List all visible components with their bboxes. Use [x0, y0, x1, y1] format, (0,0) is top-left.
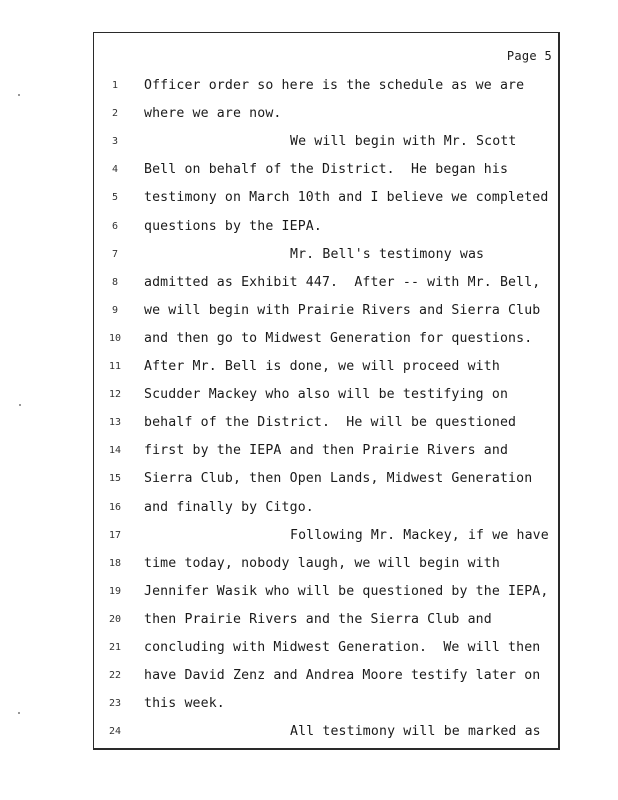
line-number: 10: [108, 332, 122, 344]
line-number: 20: [108, 613, 122, 625]
line-text: Jennifer Wasik who will be questioned by the IEPA,: [144, 583, 549, 599]
scan-speck: [18, 94, 20, 96]
line-text: where we are now.: [144, 106, 282, 122]
transcript-line: [94, 498, 558, 518]
line-number: 1: [111, 80, 119, 91]
line-number: 12: [108, 389, 122, 401]
line-number: 24: [108, 726, 122, 738]
line-text: testimony on March 10th and I believe we completed: [144, 190, 549, 206]
line-number: 15: [108, 473, 122, 485]
transcript-line: [94, 188, 558, 208]
line-text: and then go to Midwest Generation for questions.: [144, 330, 533, 346]
line-text: Officer order so here is the schedule as we are: [144, 78, 525, 93]
transcript-line: [94, 441, 558, 461]
transcript-line: [94, 329, 558, 349]
transcript-line: [94, 245, 558, 265]
line-number: 13: [108, 417, 122, 429]
line-number: 11: [108, 361, 122, 372]
scan-speck: [19, 404, 21, 406]
transcript-line: [94, 132, 558, 152]
line-text: and finally by Citgo.: [144, 499, 314, 515]
line-text: We will begin with Mr. Scott: [290, 134, 517, 150]
line-number: 16: [108, 501, 122, 513]
line-text: questions by the IEPA.: [144, 218, 322, 234]
transcript-page-frame: [93, 32, 560, 750]
transcript-line: [94, 217, 558, 237]
line-text: Scudder Mackey who also will be testifying on: [144, 387, 509, 403]
transcript-line: [94, 554, 558, 574]
transcript-line: [94, 160, 558, 180]
line-number: 6: [111, 220, 119, 232]
line-number: 18: [108, 557, 122, 569]
line-number: 8: [111, 276, 119, 288]
line-text: we will begin with Prairie Rivers and Sierra Club: [144, 302, 541, 318]
line-number: 4: [111, 164, 119, 176]
line-text: then Prairie Rivers and the Sierra Club and: [144, 611, 492, 627]
transcript-line: [94, 469, 558, 489]
line-number: 2: [111, 108, 119, 120]
transcript-line: [94, 666, 558, 686]
transcript-line: [94, 610, 558, 630]
transcript-line: [94, 582, 558, 602]
transcript-line: [94, 273, 558, 293]
transcript-line: [94, 694, 558, 714]
line-text: behalf of the District. He will be questioned: [144, 415, 517, 431]
line-number: 3: [111, 136, 119, 148]
line-number: 19: [108, 585, 122, 597]
transcript-line: [94, 104, 558, 124]
line-text: Following Mr. Mackey, if we have: [290, 527, 549, 543]
transcript-line: [94, 413, 558, 433]
line-text: admitted as Exhibit 447. After -- with Mr. Bell,: [144, 274, 541, 290]
line-number: 7: [111, 248, 119, 260]
transcript-line: [94, 638, 558, 658]
line-text: have David Zenz and Andrea Moore testify later on: [144, 668, 541, 684]
transcript-line: [94, 722, 558, 742]
scan-speck: [18, 712, 20, 714]
transcript-line: [94, 301, 558, 321]
line-number: 21: [108, 642, 122, 653]
line-number: 23: [108, 698, 122, 710]
line-text: Bell on behalf of the District. He began his: [144, 162, 509, 178]
line-text: first by the IEPA and then Prairie Rivers and: [144, 443, 509, 459]
transcript-line: [94, 76, 558, 96]
transcript-line: [94, 357, 558, 377]
line-number: 9: [111, 304, 119, 316]
line-number: 5: [111, 192, 119, 204]
line-text: After Mr. Bell is done, we will proceed with: [144, 359, 500, 374]
page-number-label: Page 5: [506, 49, 552, 63]
line-number: 14: [108, 445, 122, 457]
line-text: All testimony will be marked as: [290, 724, 541, 740]
line-text: time today, nobody laugh, we will begin with: [144, 555, 500, 571]
line-text: Sierra Club, then Open Lands, Midwest Generation: [144, 471, 533, 487]
line-number: 22: [108, 670, 122, 682]
line-number: 17: [108, 529, 122, 541]
transcript-line: [94, 385, 558, 405]
line-text: this week.: [144, 696, 225, 712]
line-text: concluding with Midwest Generation. We will then: [144, 640, 541, 655]
line-text: Mr. Bell's testimony was: [290, 246, 485, 262]
transcript-line: [94, 526, 558, 546]
